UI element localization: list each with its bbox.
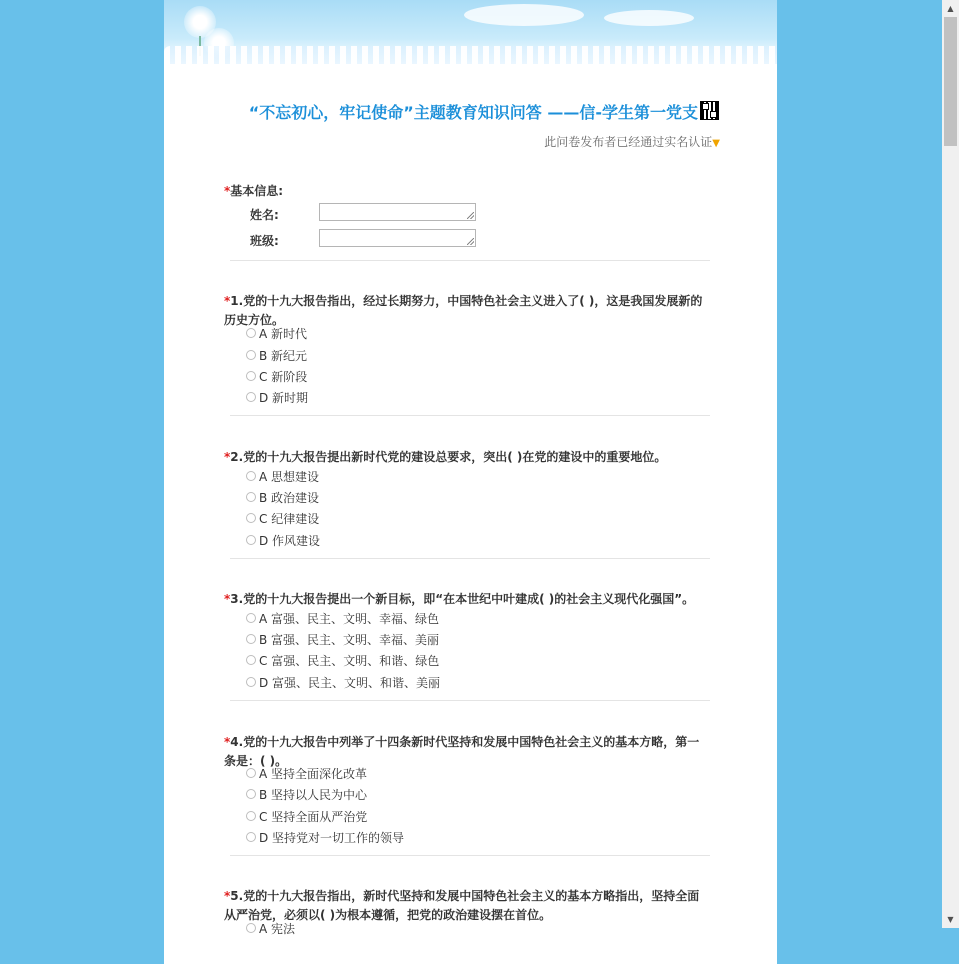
chevron-down-icon: ▼ (712, 138, 720, 149)
survey-title: “不忘初心，牢记使命”主题教育知识问答 ——信-学生第一党支 (248, 103, 698, 122)
radio-button[interactable] (246, 768, 256, 778)
option-label: C 纪律建设 (259, 512, 320, 526)
option-label: A 思想建设 (259, 470, 320, 484)
radio-button[interactable] (246, 371, 256, 381)
question-2 (224, 446, 710, 465)
q3-option-c[interactable] (246, 652, 439, 669)
resize-grip-icon[interactable] (467, 212, 474, 219)
option-label: D 作风建设 (259, 534, 321, 548)
option-label: A 富强、民主、文明、幸福、绿色 (259, 612, 440, 626)
scrollbar-thumb[interactable] (944, 17, 957, 146)
survey-card (164, 64, 777, 964)
q2-option-c[interactable] (246, 510, 319, 527)
class-label: 班级: (250, 234, 279, 248)
option-label: B 富强、民主、文明、幸福、美丽 (259, 633, 440, 647)
verified-notice[interactable] (544, 133, 720, 150)
option-label: B 新纪元 (259, 349, 308, 363)
q4-option-a[interactable] (246, 765, 367, 782)
option-label: C 富强、民主、文明、和谐、绿色 (259, 654, 440, 668)
name-label: 姓名: (250, 208, 279, 222)
question-3 (224, 588, 710, 607)
q1-option-d[interactable] (246, 389, 308, 406)
q2-option-d[interactable] (246, 532, 320, 549)
radio-button[interactable] (246, 832, 256, 842)
question-title: 5.党的十九大报告指出，新时代坚持和发展中国特色社会主义的基本方略指出，坚持全面从严治党，必须以( )为根本遵循，把党的政治建设摆在首位。 (224, 889, 700, 922)
required-mark: * (224, 450, 231, 464)
scroll-down-arrow-icon[interactable]: ▼ (947, 915, 954, 924)
option-label: D 新时期 (259, 391, 309, 405)
radio-button[interactable] (246, 613, 256, 623)
q1-option-c[interactable] (246, 368, 307, 385)
radio-button[interactable] (246, 492, 256, 502)
radio-button[interactable] (246, 789, 256, 799)
required-mark: * (224, 889, 231, 903)
divider (230, 415, 710, 416)
radio-button[interactable] (246, 471, 256, 481)
basic-info-section (224, 180, 710, 199)
q1-option-b[interactable] (246, 347, 307, 364)
radio-button[interactable] (246, 811, 256, 821)
radio-button[interactable] (246, 350, 256, 360)
option-label: B 坚持以人民为中心 (259, 788, 368, 802)
question-title: 3.党的十九大报告提出一个新目标，即“在本世纪中叶建成( )的社会主义现代化强国”。 (230, 592, 695, 606)
option-label: D 富强、民主、文明、和谐、美丽 (259, 676, 441, 690)
required-mark: * (224, 735, 231, 749)
q2-option-a[interactable] (246, 468, 319, 485)
required-mark: * (224, 294, 231, 308)
option-label: A 宪法 (259, 922, 296, 936)
radio-button[interactable] (246, 634, 256, 644)
scroll-up-arrow-icon[interactable]: ▲ (947, 4, 954, 13)
required-mark: * (224, 184, 231, 198)
question-1 (224, 290, 710, 328)
option-label: A 坚持全面深化改革 (259, 767, 368, 781)
question-title: 2.党的十九大报告提出新时代党的建设总要求，突出( )在党的建设中的重要地位。 (230, 450, 667, 464)
option-label: B 政治建设 (259, 491, 320, 505)
verified-text: 此问卷发布者已经通过实名认证 (544, 135, 713, 149)
question-title: 4.党的十九大报告中列举了十四条新时代坚持和发展中国特色社会主义的基本方略，第一条是：( )。 (224, 735, 700, 768)
radio-button[interactable] (246, 655, 256, 665)
option-label: C 坚持全面从严治党 (259, 810, 368, 824)
divider (230, 700, 710, 701)
radio-button[interactable] (246, 513, 256, 523)
radio-button[interactable] (246, 677, 256, 687)
question-5 (224, 885, 710, 923)
header-banner (164, 0, 777, 64)
vertical-scrollbar[interactable] (942, 0, 959, 928)
q3-option-a[interactable] (246, 610, 439, 627)
q4-option-d[interactable] (246, 829, 404, 846)
divider (230, 855, 710, 856)
question-4 (224, 731, 710, 769)
name-input[interactable] (319, 203, 476, 221)
cloud-decoration (464, 4, 584, 26)
radio-button[interactable] (246, 392, 256, 402)
class-input[interactable] (319, 229, 476, 247)
q1-option-a[interactable] (246, 325, 307, 342)
q3-option-b[interactable] (246, 631, 439, 648)
option-label: A 新时代 (259, 327, 308, 341)
q3-option-d[interactable] (246, 674, 440, 691)
radio-button[interactable] (246, 328, 256, 338)
q5-option-a[interactable] (246, 920, 295, 937)
divider (230, 558, 710, 559)
required-mark: * (224, 592, 231, 606)
option-label: C 新阶段 (259, 370, 308, 384)
q4-option-c[interactable] (246, 808, 367, 825)
resize-grip-icon[interactable] (467, 238, 474, 245)
grass-decoration (164, 46, 777, 64)
option-label: D 坚持党对一切工作的领导 (259, 831, 405, 845)
radio-button[interactable] (246, 923, 256, 933)
qr-code-icon[interactable] (700, 101, 719, 120)
basic-info-title: 基本信息: (230, 184, 284, 198)
q2-option-b[interactable] (246, 489, 319, 506)
q4-option-b[interactable] (246, 786, 367, 803)
radio-button[interactable] (246, 535, 256, 545)
divider (230, 260, 710, 261)
question-title: 1.党的十九大报告指出，经过长期努力，中国特色社会主义进入了( )，这是我国发展新的历史方位。 (224, 294, 703, 327)
cloud-decoration (604, 10, 694, 26)
